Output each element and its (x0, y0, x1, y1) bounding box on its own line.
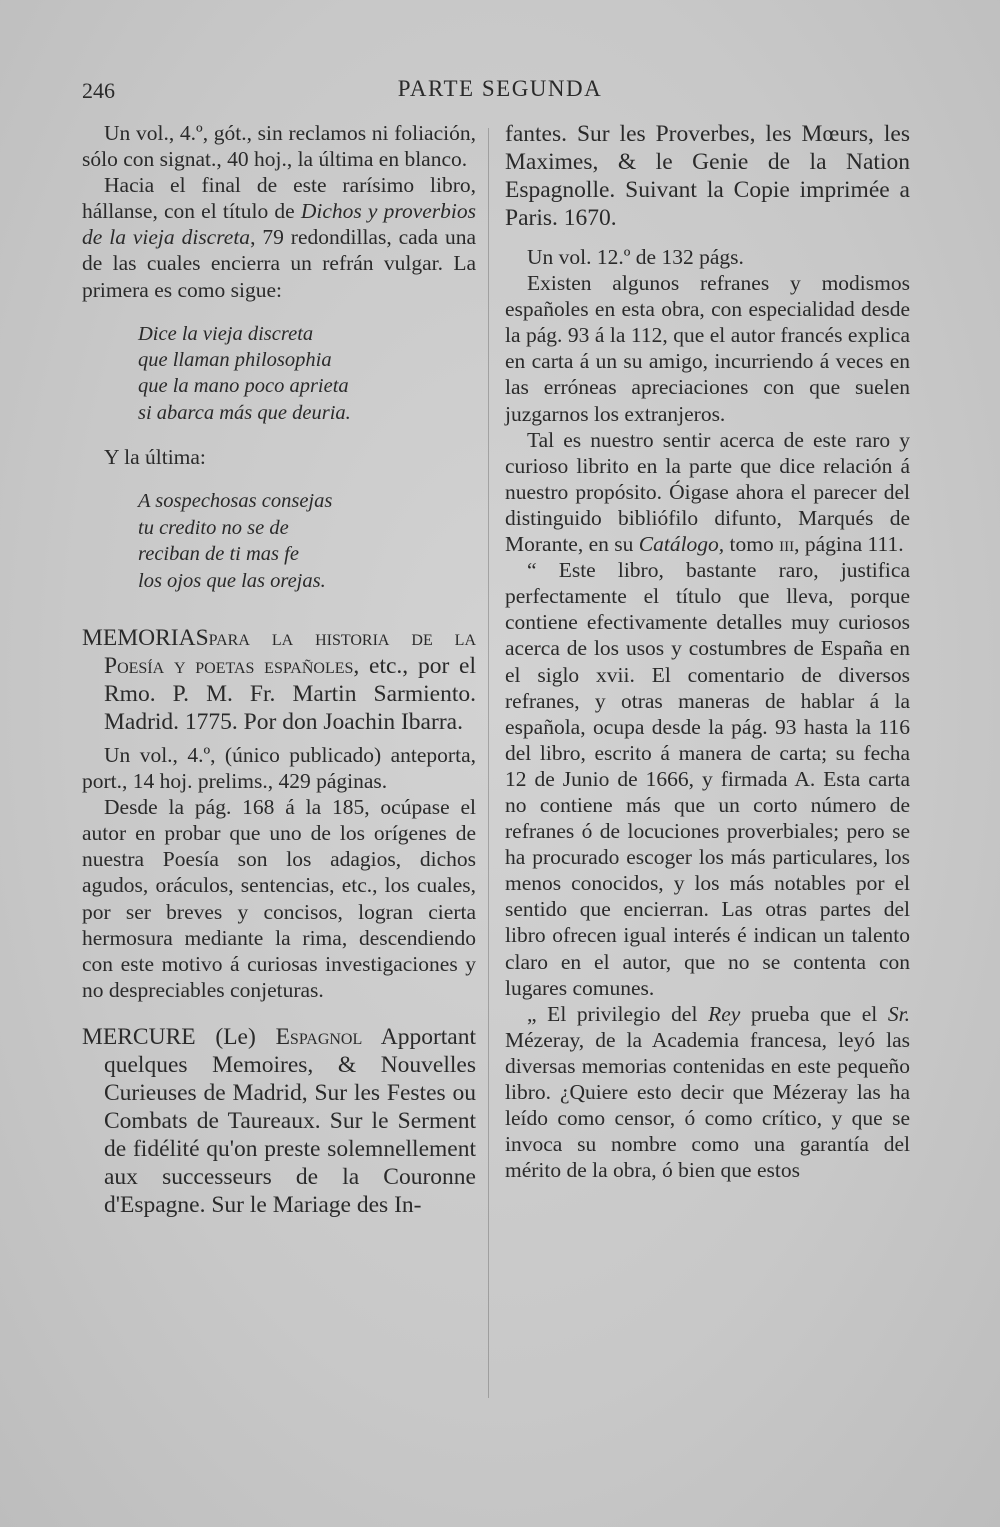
paragraph: Y la última: (104, 445, 206, 470)
verse-line: que llaman philosophia (138, 349, 332, 372)
paragraph: Existen algunos refranes y modismos españoles en esta obra, con especialidad desde la pág. 93 á la 112, que el autor francés explica en carta á un su amigo, incurriendo á veces en las erróneas apreciaciones con que suelen juzgarnos los extranjeros. (505, 271, 910, 426)
paragraph (82, 172, 476, 302)
italic-title: Dichos y proverbios de la vieja discreta (82, 199, 476, 250)
italic-word: Rey (708, 1001, 741, 1026)
verse-last (138, 488, 476, 594)
text-run: „ El privilegio del (527, 1001, 709, 1026)
text-run: Apportant quelques Memoires, & Nouvelles Curieuses de Madrid, Sur les Festes ou Combats de Taureaux. Sur le Serment de fidélité qu'on preste solemnellement aux successeurs de la Couronne d'Espagne. Sur le Mariage des In- (104, 1023, 477, 1218)
paragraph-quote: “ Este libro, bastante raro, justifica perfectamente el título que lleva, porque contiene efectivamente detalles muy curiosos acerca de los usos y costumbres de España en el siglo xvii. El comentario de diversos refranes, y otras maneras de hablar á la española, ocupa desde la pág. 93 hasta la 116 del libro, escrito á manera de carta; su fecha 12 de Junio de 1666, y firmada A. Esta carta no contiene más que un corto número de refranes ó de locuciones proverbiales; pero se ha procurado escoger los más particulares, los menos conocidos, y los más notables por el sentido que encierran. Las otras partes del libro ofrecen igual interés é indican un talento claro en el autor, que no se contenta con lugares comunes. (505, 558, 910, 1000)
paragraph: Desde la pág. 168 á la 185, ocúpase el autor en probar que uno de los orígenes de nuestra Poesía son los adagios, dichos agudos, oráculos, sentencias, etc., los cuales, por ser breves y concisos, logran cierta hermosura mediante la rima, descendiendo con este motivo á curiosas investigaciones y no despreciables conjeturas. (82, 795, 476, 1002)
column-divider (488, 128, 489, 1398)
page-number: 246 (82, 78, 115, 103)
verse-first (138, 321, 476, 427)
verse-line: tu credito no se de (138, 516, 289, 539)
verse-line: Dice la vieja discreta (138, 322, 314, 345)
text-run: , etc., por el Rmo. P. M. Fr. Martin Sarmiento. Madrid. 1775. Por don Joachin Ibarra. (104, 653, 476, 735)
verse-line: reciban de ti mas fe (138, 543, 299, 566)
text-run: tomo (724, 532, 780, 557)
entry-headword: MERCURE (82, 1023, 196, 1050)
running-title: PARTE SEGUNDA (397, 76, 603, 101)
right-column (505, 120, 910, 1183)
entry-smallcaps: para la historia de la Poesía y poetas españoles (104, 625, 476, 679)
roman-numeral: iii (779, 532, 795, 557)
paragraph: Un vol. 12.º de 132 págs. (527, 245, 744, 269)
paragraph: Un vol., 4.º, (único publicado) anteporta, port., 14 hoj. prelims., 429 páginas. (82, 743, 476, 794)
text-run: , 79 redondillas, cada una de las cuales encierra un refrán vulgar. La primera es como sigue: (82, 225, 476, 302)
entry-continuation: fantes. Sur les Proverbes, les Mœurs, les Maximes, & le Genie de la Nation Espagnolle. Suivant la Copie imprimée a Paris. 1670. (505, 121, 910, 231)
italic-word: Sr. (887, 1001, 910, 1026)
text-run: Tal es nuestro sentir acerca de este raro y curioso librito en la parte que dice relación á nuestro propósito. Óigase ahora el parecer del distinguido bibliófilo difunto, Marqués de Morante, en su (505, 427, 910, 557)
paragraph: Un vol., 4.º, gót., sin reclamos ni foliación, sólo con signat., 40 hoj., la última en blanco. (82, 121, 476, 172)
verse-line: que la mano poco aprieta (138, 375, 349, 398)
verse-line: los ojos que las orejas. (138, 569, 326, 592)
entry-smallcaps: Espagnol (275, 1023, 363, 1050)
text-run: Mézeray, de la Academia francesa, leyó las diversas memorias contenidas en este pequeño libro. ¿Quiere esto decir que Mézeray las ha leído como censor, ó como crítico, y que se invoca su nombre como una garantía del mérito de la obra, ó bien que estos (505, 1027, 910, 1183)
text-run: (Le) (215, 1023, 256, 1050)
bibliography-entry-memorias (82, 624, 476, 736)
paragraph (505, 1001, 910, 1184)
italic-title: Catálogo, (638, 532, 725, 557)
verse-line: A sospechosas consejas (138, 490, 333, 513)
bibliography-entry-mercure (82, 1023, 476, 1219)
text-run: , página 111. (794, 532, 904, 557)
verse-line: si abarca más que deuria. (138, 401, 351, 424)
text-run: prueba que el (740, 1001, 888, 1026)
paragraph (505, 427, 910, 557)
left-column (82, 120, 476, 1219)
text-run: Hacia el final de este rarísimo libro, hállanse, con el título de (82, 173, 476, 224)
entry-headword: MEMORIAS (82, 625, 209, 651)
